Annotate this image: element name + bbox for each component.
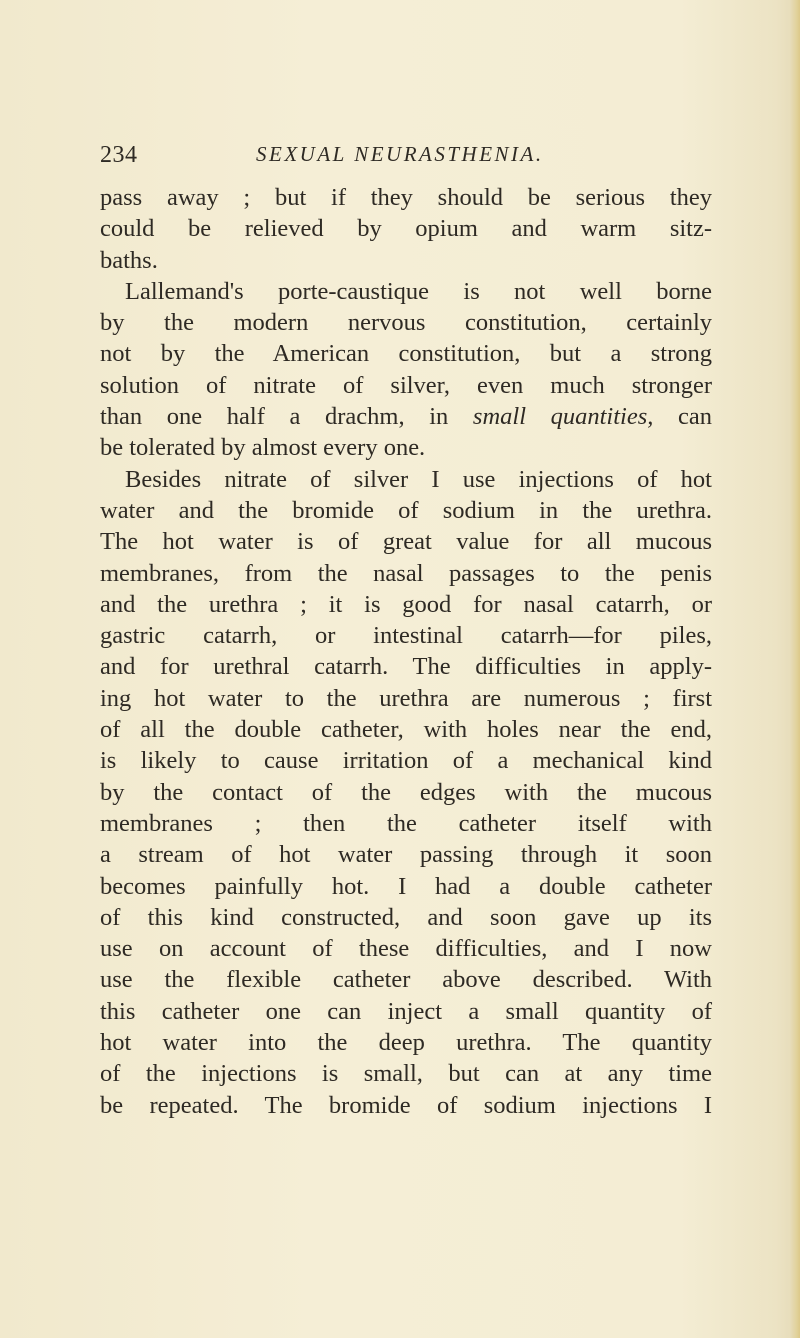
text-segment: than one half a drachm, in: [100, 403, 473, 431]
text-line: be tolerated by almost every one.: [100, 434, 426, 462]
text-line: [100, 401, 712, 432]
text-line: and the urethra ; it is good for nasal catarrh, or: [100, 590, 712, 618]
text-line: hot water into the deep urethra. The quantity: [100, 1029, 712, 1057]
page-number: 234: [100, 142, 138, 168]
text-line: Lallemand's porte-caustique is not well borne: [125, 277, 712, 305]
text-line: is likely to cause irritation of a mechanical kind: [100, 747, 712, 775]
text-line: The hot water is of great value for all mucous: [100, 528, 712, 556]
text-line: Besides nitrate of silver I use injections of hot: [125, 465, 712, 493]
text-line: a stream of hot water passing through it soon: [100, 841, 712, 869]
text-line: baths.: [100, 246, 158, 274]
text-line: of the injections is small, but can at any time: [100, 1060, 712, 1088]
text-line: use on account of these difficulties, and I now: [100, 935, 712, 963]
text-line: could be relieved by opium and warm sitz-: [100, 215, 712, 243]
page-header: [100, 142, 720, 176]
text-line: by the modern nervous constitution, certainly: [100, 309, 712, 337]
body-text: [100, 182, 712, 1121]
text-line: membranes, from the nasal passages to the penis: [100, 559, 712, 587]
running-head: SEXUAL NEURASTHENIA.: [256, 142, 544, 166]
text-line: and for urethral catarrh. The difficulties in apply-: [100, 653, 712, 681]
text-line: becomes painfully hot. I had a double catheter: [100, 872, 712, 900]
text-line: gastric catarrh, or intestinal catarrh—for piles,: [100, 622, 712, 650]
text-line: ing hot water to the urethra are numerous ; first: [100, 684, 712, 712]
text-line: pass away ; but if they should be serious they: [100, 184, 712, 211]
text-line: not by the American constitution, but a strong: [100, 340, 712, 368]
page-edge: [790, 0, 800, 1338]
text-line: membranes ; then the catheter itself with: [100, 809, 712, 837]
text-line: this catheter one can inject a small quantity of: [100, 997, 712, 1025]
text-line: be repeated. The bromide of sodium injections I: [100, 1091, 712, 1119]
text-segment: can: [653, 403, 713, 431]
text-line: solution of nitrate of silver, even much stronger: [100, 371, 712, 399]
italic-phrase: small quantities,: [472, 403, 654, 431]
text-line: of this kind constructed, and soon gave up its: [100, 903, 712, 931]
text-line: use the flexible catheter above described. With: [100, 966, 712, 994]
text-line: of all the double catheter, with holes near the end,: [100, 716, 712, 744]
text-line: by the contact of the edges with the mucous: [100, 778, 712, 806]
text-line: water and the bromide of sodium in the urethra.: [100, 496, 712, 524]
